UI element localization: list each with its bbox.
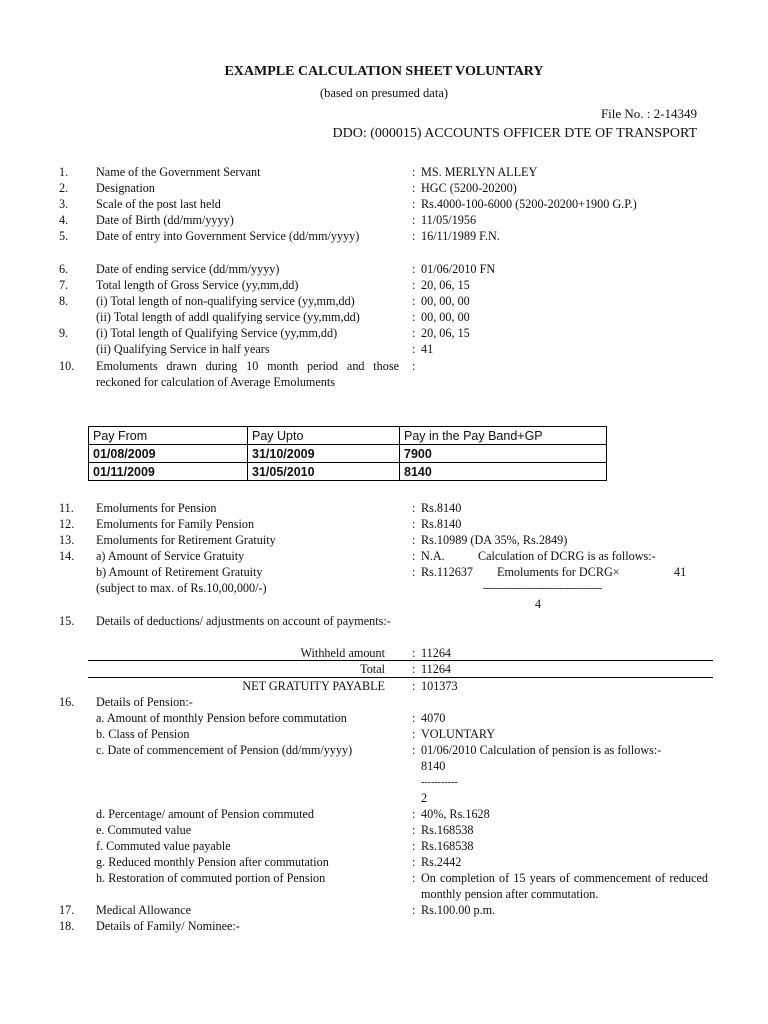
- item-number: 3.: [59, 197, 69, 211]
- item-label: Details of Pension:-: [96, 695, 193, 709]
- item-value: Rs.8140: [421, 501, 462, 515]
- item-label: Emoluments for Retirement Gratuity: [96, 533, 276, 547]
- item-value: 01/06/2010 FN: [421, 262, 496, 276]
- item-label: Date of Birth (dd/mm/yyyy): [96, 213, 234, 227]
- item-number: 14.: [59, 549, 75, 563]
- pension-d-value: 40%, Rs.1628: [421, 807, 490, 821]
- item-number: 4.: [59, 213, 69, 227]
- item-colon: :: [412, 262, 416, 276]
- item-colon: :: [412, 278, 416, 292]
- item-label: (ii) Total length of addl qualifying service (yy,mm,dd): [96, 310, 360, 324]
- item-value: 20, 06, 15: [421, 278, 470, 292]
- item-number: 16.: [59, 695, 75, 709]
- item-colon: :: [412, 679, 416, 693]
- item-number: 11.: [59, 501, 74, 515]
- item-number: 2.: [59, 181, 69, 195]
- item-label: Date of ending service (dd/mm/yyyy): [96, 262, 280, 276]
- dcrg-denominator: 4: [535, 597, 542, 611]
- divider: [88, 677, 713, 678]
- item-colon: :: [412, 197, 416, 211]
- item-value: 41: [421, 342, 434, 356]
- document-title: EXAMPLE CALCULATION SHEET VOLUNTARY: [224, 64, 544, 79]
- pension-g-value: Rs.2442: [421, 855, 462, 869]
- item-label: Details of deductions/ adjustments on account of payments:-: [96, 614, 391, 628]
- item-colon: :: [412, 565, 416, 579]
- item-value: Rs.8140: [421, 517, 462, 531]
- pension-e-label: e. Commuted value: [96, 823, 192, 837]
- item-colon: :: [412, 839, 416, 853]
- item-label: (i) Total length of non-qualifying service (yy,mm,dd): [96, 294, 355, 308]
- net-gratuity-label: NET GRATUITY PAYABLE: [242, 679, 385, 693]
- withheld-label: Withheld amount: [300, 646, 385, 660]
- item-label: (ii) Qualifying Service in half years: [96, 342, 270, 356]
- total-value: 11264: [421, 662, 452, 676]
- table-row: [89, 445, 607, 463]
- pension-calc-numerator: 8140: [421, 759, 446, 773]
- item-number: 18.: [59, 919, 75, 933]
- item-label: Medical Allowance: [96, 903, 192, 917]
- item-colon: :: [412, 903, 416, 917]
- item-number: 17.: [59, 903, 75, 917]
- item-value: N.A.: [421, 549, 445, 563]
- item-value: 11/05/1956: [421, 213, 477, 227]
- net-gratuity-value: 101373: [421, 679, 458, 693]
- item-colon: :: [412, 533, 416, 547]
- item-label: a) Amount of Service Gratuity: [96, 549, 245, 563]
- column-header: Pay From: [89, 427, 248, 445]
- item-number: 5.: [59, 229, 69, 243]
- item-colon: :: [412, 294, 416, 308]
- item-colon: :: [412, 165, 416, 179]
- item-number: 8.: [59, 294, 69, 308]
- item-label: Total length of Gross Service (yy,mm,dd): [96, 278, 299, 292]
- dcrg-numerator-value: 41: [674, 565, 687, 579]
- pension-h-value: On completion of 15 years of commencement of reduced monthly pension after commutation.: [421, 871, 708, 901]
- item-colon: :: [412, 359, 416, 373]
- item-value: MS. MERLYN ALLEY: [421, 165, 538, 179]
- document-subtitle: (based on presumed data): [319, 86, 449, 100]
- item-value: Rs.112637: [421, 565, 474, 579]
- item-value: Rs.100.00 p.m.: [421, 903, 496, 917]
- dcrg-dashes: ------------------------------------------: [483, 583, 602, 594]
- item-colon: :: [412, 711, 416, 725]
- pension-f-value: Rs.168538: [421, 839, 474, 853]
- pension-h-label: h. Restoration of commuted portion of Pension: [96, 871, 326, 885]
- pension-b-label: b. Class of Pension: [96, 727, 190, 741]
- item-colon: :: [412, 213, 416, 227]
- item-label: b) Amount of Retirement Gratuity: [96, 565, 263, 579]
- item-value: HGC (5200-20200): [421, 181, 517, 195]
- dcrg-heading: Calculation of DCRG is as follows:-: [478, 549, 656, 563]
- item-label: Name of the Government Servant: [96, 165, 261, 179]
- table-cell: 7900: [400, 445, 607, 463]
- pension-f-label: f. Commuted value payable: [96, 839, 231, 853]
- table-cell: 8140: [400, 463, 607, 481]
- item-number: 9.: [59, 326, 69, 340]
- item-colon: :: [412, 855, 416, 869]
- pay-table: [88, 426, 607, 481]
- pension-c-value: 01/06/2010 Calculation of pension is as follows:-: [421, 743, 662, 757]
- dcrg-numerator-label: Emoluments for DCRG×: [497, 565, 620, 579]
- item-number: 6.: [59, 262, 69, 276]
- column-header: Pay in the Pay Band+GP: [400, 427, 607, 445]
- item-value: Rs.10989 (DA 35%, Rs.2849): [421, 533, 568, 547]
- item-colon: :: [412, 823, 416, 837]
- item-label: Scale of the post last held: [96, 197, 221, 211]
- table-header-row: [89, 427, 607, 445]
- item-colon: :: [412, 549, 416, 563]
- column-header: Pay Upto: [248, 427, 400, 445]
- item-colon: :: [412, 229, 416, 243]
- item-colon: :: [412, 727, 416, 741]
- item-colon: :: [412, 807, 416, 821]
- item-label: Date of entry into Government Service (dd/mm/yyyy): [96, 229, 360, 243]
- item-colon: :: [412, 743, 416, 757]
- pension-a-label: a. Amount of monthly Pension before commutation: [96, 711, 347, 725]
- table-row: [89, 463, 607, 481]
- pension-calc-dashes: -----------: [421, 777, 458, 788]
- item-colon: :: [412, 871, 416, 885]
- item-value: 20, 06, 15: [421, 326, 470, 340]
- item-label: Emoluments for Pension: [96, 501, 217, 515]
- item-colon: :: [412, 662, 416, 676]
- pension-calc-denominator: 2: [421, 791, 428, 805]
- item-value: 00, 00, 00: [421, 310, 470, 324]
- item-value: Rs.4000-100-6000 (5200-20200+1900 G.P.): [421, 197, 637, 211]
- table-cell: 01/11/2009: [89, 463, 248, 481]
- item-value: 16/11/1989 F.N.: [421, 229, 500, 243]
- item-label: Details of Family/ Nominee:-: [96, 919, 240, 933]
- total-label: Total: [360, 662, 385, 676]
- item-colon: :: [412, 517, 416, 531]
- table-cell: 01/08/2009: [89, 445, 248, 463]
- file-number: File No. : 2-14349: [600, 106, 697, 121]
- item-colon: :: [412, 646, 416, 660]
- pension-d-label: d. Percentage/ amount of Pension commuted: [96, 807, 314, 821]
- pension-c-label: c. Date of commencement of Pension (dd/mm/yyyy): [96, 743, 353, 757]
- item-label: Designation: [96, 181, 155, 195]
- pension-e-value: Rs.168538: [421, 823, 474, 837]
- item-number: 13.: [59, 533, 75, 547]
- pension-a-value: 4070: [421, 711, 446, 725]
- table-cell: 31/10/2009: [248, 445, 400, 463]
- item-label: Emoluments for Family Pension: [96, 517, 255, 531]
- ddo-line: DDO: (000015) ACCOUNTS OFFICER DTE OF TRANSPORT: [332, 126, 697, 141]
- table-cell: 31/05/2010: [248, 463, 400, 481]
- divider: [88, 660, 713, 661]
- item-number: 15.: [59, 614, 75, 628]
- item-value: 00, 00, 00: [421, 294, 470, 308]
- item-colon: :: [412, 501, 416, 515]
- item-number: 1.: [59, 165, 69, 179]
- item-colon: :: [412, 342, 416, 356]
- withheld-value: 11264: [421, 646, 452, 660]
- item-label: Emoluments drawn during 10 month period and those reckoned for calculation of Average Emoluments: [96, 359, 399, 389]
- item-number: 10.: [59, 359, 75, 373]
- item-colon: :: [412, 326, 416, 340]
- pension-b-value: VOLUNTARY: [421, 727, 496, 741]
- item-number: 7.: [59, 278, 69, 292]
- item-label: (i) Total length of Qualifying Service (yy,mm,dd): [96, 326, 338, 340]
- item-colon: :: [412, 310, 416, 324]
- pension-g-label: g. Reduced monthly Pension after commutation: [96, 855, 329, 869]
- item-number: 12.: [59, 517, 75, 531]
- item-colon: :: [412, 181, 416, 195]
- item-label: (subject to max. of Rs.10,00,000/-): [96, 581, 267, 595]
